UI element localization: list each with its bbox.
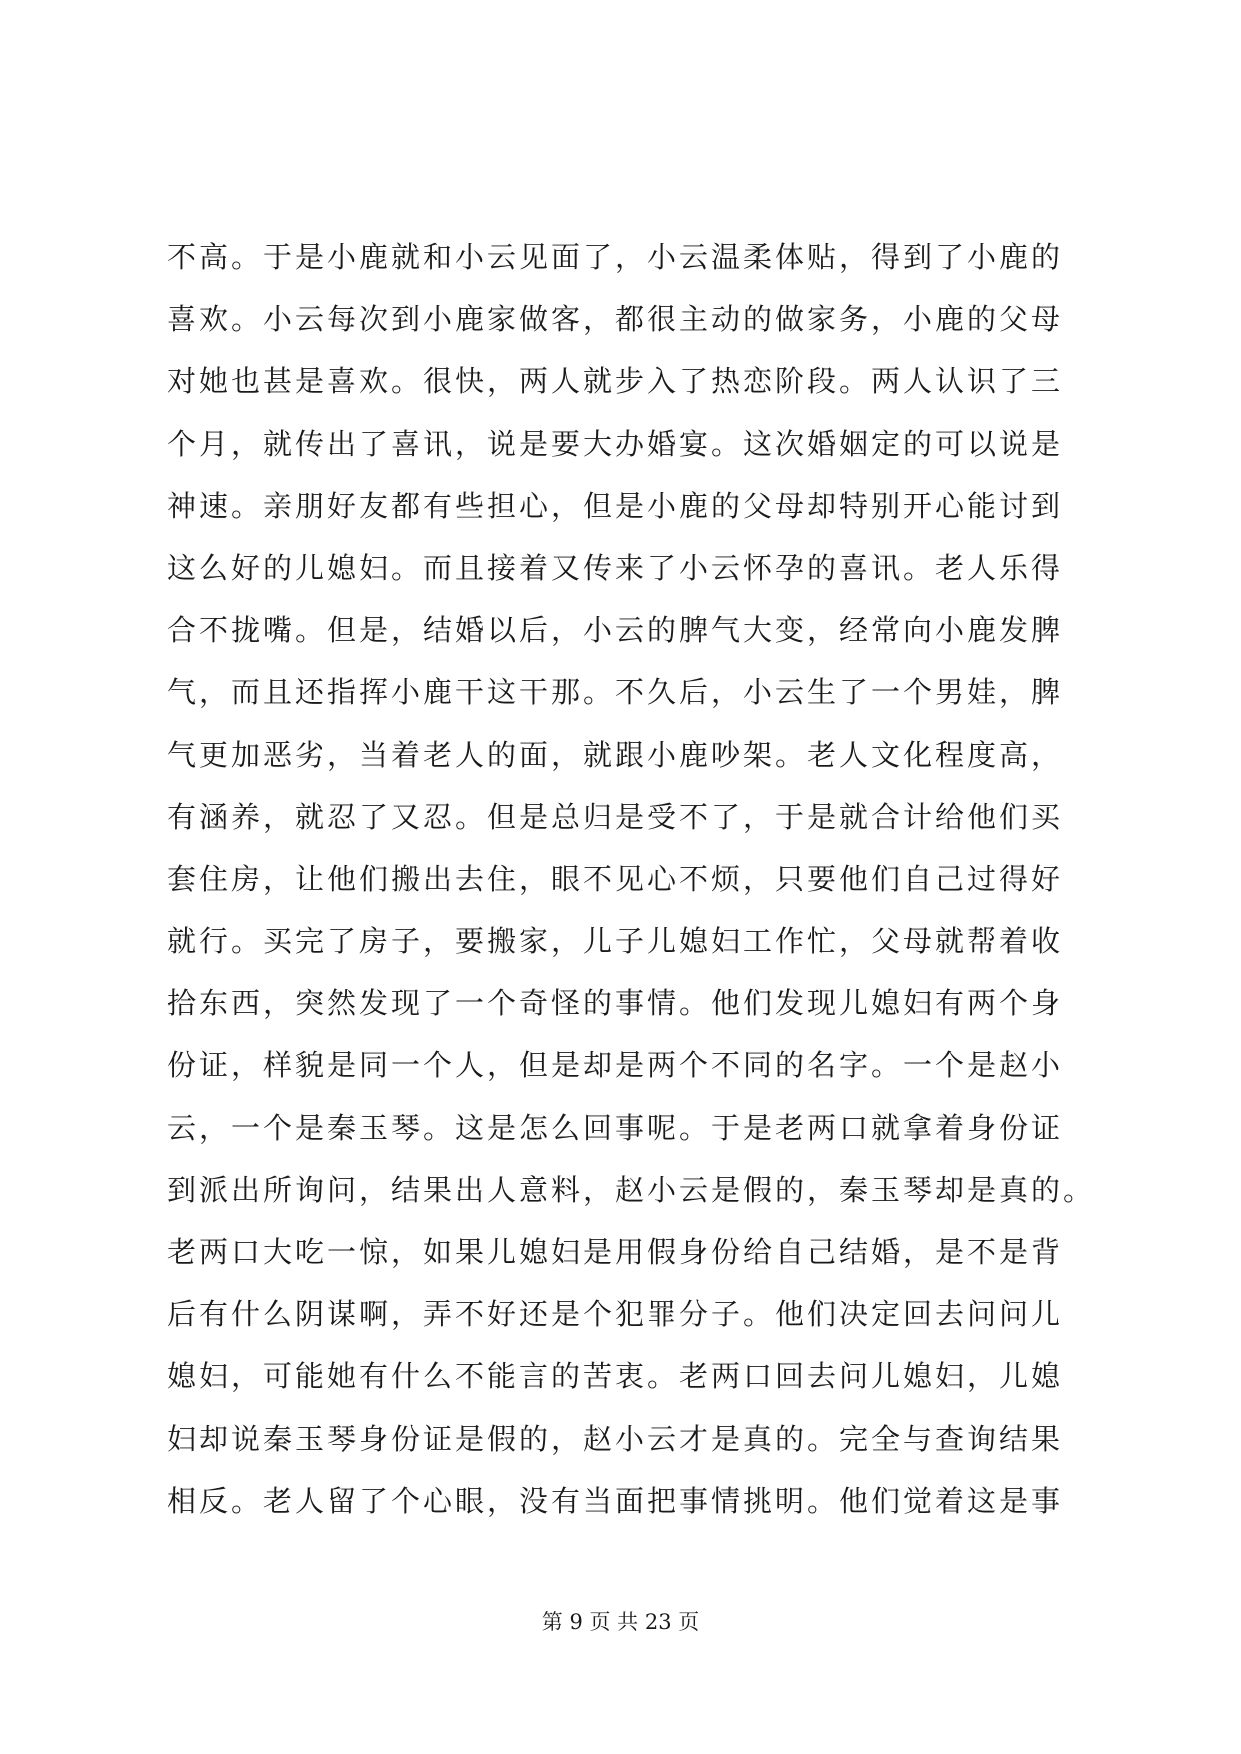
text-line: 拾东西，突然发现了一个奇怪的事情。他们发现儿媳妇有两个身	[167, 986, 1064, 1021]
text-line: 合不拢嘴。但是，结婚以后，小云的脾气大变，经常向小鹿发脾	[167, 613, 1064, 648]
text-line: 套住房，让他们搬出去住，眼不见心不烦，只要他们自己过得好	[167, 861, 1064, 896]
text-line: 不高。于是小鹿就和小云见面了，小云温柔体贴，得到了小鹿的	[167, 240, 1064, 274]
text-line: 喜欢。小云每次到小鹿家做客，都很主动的做家务，小鹿的父母	[167, 302, 1064, 337]
body-text	[167, 226, 1096, 1532]
text-line: 云，一个是秦玉琴。这是怎么回事呢。于是老两口就拿着身份证	[167, 1110, 1064, 1145]
text-line: 老两口大吃一惊，如果儿媳妇是用假身份给自己结婚，是不是背	[167, 1235, 1064, 1269]
text-line: 份证，样貌是同一个人，但是却是两个不同的名字。一个是赵小	[167, 1048, 1064, 1083]
text-line: 气，而且还指挥小鹿干这干那。不久后，小云生了一个男娃，脾	[167, 675, 1064, 710]
text-line: 到派出所询问，结果出人意料，赵小云是假的，秦玉琴却是真的。	[167, 1172, 1096, 1207]
page-number-footer: 第 9 页 共 23 页	[541, 1610, 700, 1634]
text-line: 妇却说秦玉琴身份证是假的，赵小云才是真的。完全与查询结果	[167, 1421, 1064, 1456]
text-line: 对她也甚是喜欢。很快，两人就步入了热恋阶段。两人认识了三	[167, 364, 1064, 399]
text-line: 这么好的儿媳妇。而且接着又传来了小云怀孕的喜讯。老人乐得	[167, 550, 1064, 585]
text-line: 媳妇，可能她有什么不能言的苦衷。老两口回去问儿媳妇，儿媳	[167, 1359, 1064, 1394]
text-line: 就行。买完了房子，要搬家，儿子儿媳妇工作忙，父母就帮着收	[167, 924, 1064, 959]
text-line: 有涵养，就忍了又忍。但是总归是受不了，于是就合计给他们买	[167, 799, 1064, 834]
text-line: 个月，就传出了喜讯，说是要大办婚宴。这次婚姻定的可以说是	[167, 426, 1064, 461]
text-line: 气更加恶劣，当着老人的面，就跟小鹿吵架。老人文化程度高，	[167, 737, 1064, 772]
text-line: 神速。亲朋好友都有些担心，但是小鹿的父母却特别开心能讨到	[167, 488, 1064, 523]
text-line: 相反。老人留了个心眼，没有当面把事情挑明。他们觉着这是事	[167, 1483, 1064, 1518]
text-line: 后有什么阴谋啊，弄不好还是个犯罪分子。他们决定回去问问儿	[167, 1297, 1064, 1332]
